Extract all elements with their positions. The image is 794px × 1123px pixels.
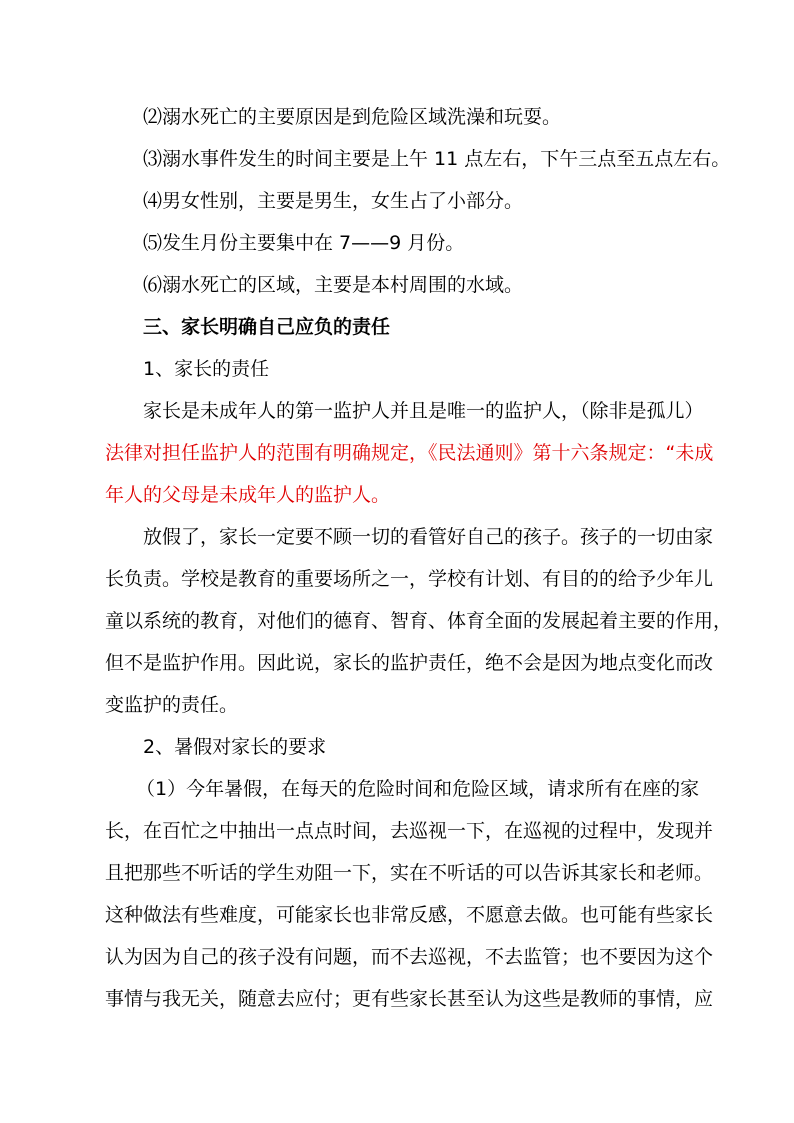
subsection-heading: 1、家长的责任 <box>143 358 270 380</box>
paragraph-line: 家长是未成年人的第一监护人并且是唯一的监护人，（除非是孤儿） <box>143 400 704 422</box>
paragraph-line: 童以系统的教育，对他们的德育、智育、体育全面的发展起着主要的作用， <box>105 610 733 632</box>
list-item: ⑶溺水事件发生的时间主要是上午 11 点左右，下午三点至五点左右。 <box>143 148 731 170</box>
paragraph-line: 认为因为自己的孩子没有问题，而不去巡视，不去监管；也不要因为这个 <box>105 946 714 968</box>
list-item: ⑵溺水死亡的主要原因是到危险区域洗澡和玩耍。 <box>143 106 562 128</box>
section-heading: 三、家长明确自己应负的责任 <box>143 316 391 338</box>
list-item: ⑹溺水死亡的区域，主要是本村周围的水域。 <box>143 274 524 296</box>
paragraph-line: 长，在百忙之中抽出一点点时间，去巡视一下，在巡视的过程中，发现并 <box>105 820 714 842</box>
list-item: ⑷男女性别，主要是男生，女生占了小部分。 <box>143 190 524 212</box>
paragraph-line: 长负责。学校是教育的重要场所之一，学校有计划、有目的的给予少年儿 <box>105 568 714 590</box>
paragraph-line: 变监护的责任。 <box>105 694 239 716</box>
highlighted-law-quote: 年人的父母是未成年人的监护人。 <box>105 484 391 506</box>
paragraph-line: 这种做法有些难度，可能家长也非常反感，不愿意去做。也可能有些家长 <box>105 904 714 926</box>
subsection-heading: 2、暑假对家长的要求 <box>143 736 327 758</box>
paragraph-line: 事情与我无关，随意去应付；更有些家长甚至认为这些是教师的事情，应 <box>105 988 714 1010</box>
paragraph-line: 但不是监护作用。因此说，家长的监护责任，绝不会是因为地点变化而改 <box>105 652 714 674</box>
list-item: ⑸发生月份主要集中在 7——9 月份。 <box>143 232 465 254</box>
highlighted-law-quote: 法律对担任监护人的范围有明确规定，《民法通则》第十六条规定：“未成 <box>105 442 714 464</box>
paragraph-line: （1）今年暑假，在每天的危险时间和危险区域，请求所有在座的家 <box>136 778 700 800</box>
paragraph-line: 且把那些不听话的学生劝阻一下，实在不听话的可以告诉其家长和老师。 <box>105 862 714 884</box>
paragraph-line: 放假了，家长一定要不顾一切的看管好自己的孩子。孩子的一切由家 <box>143 526 714 548</box>
